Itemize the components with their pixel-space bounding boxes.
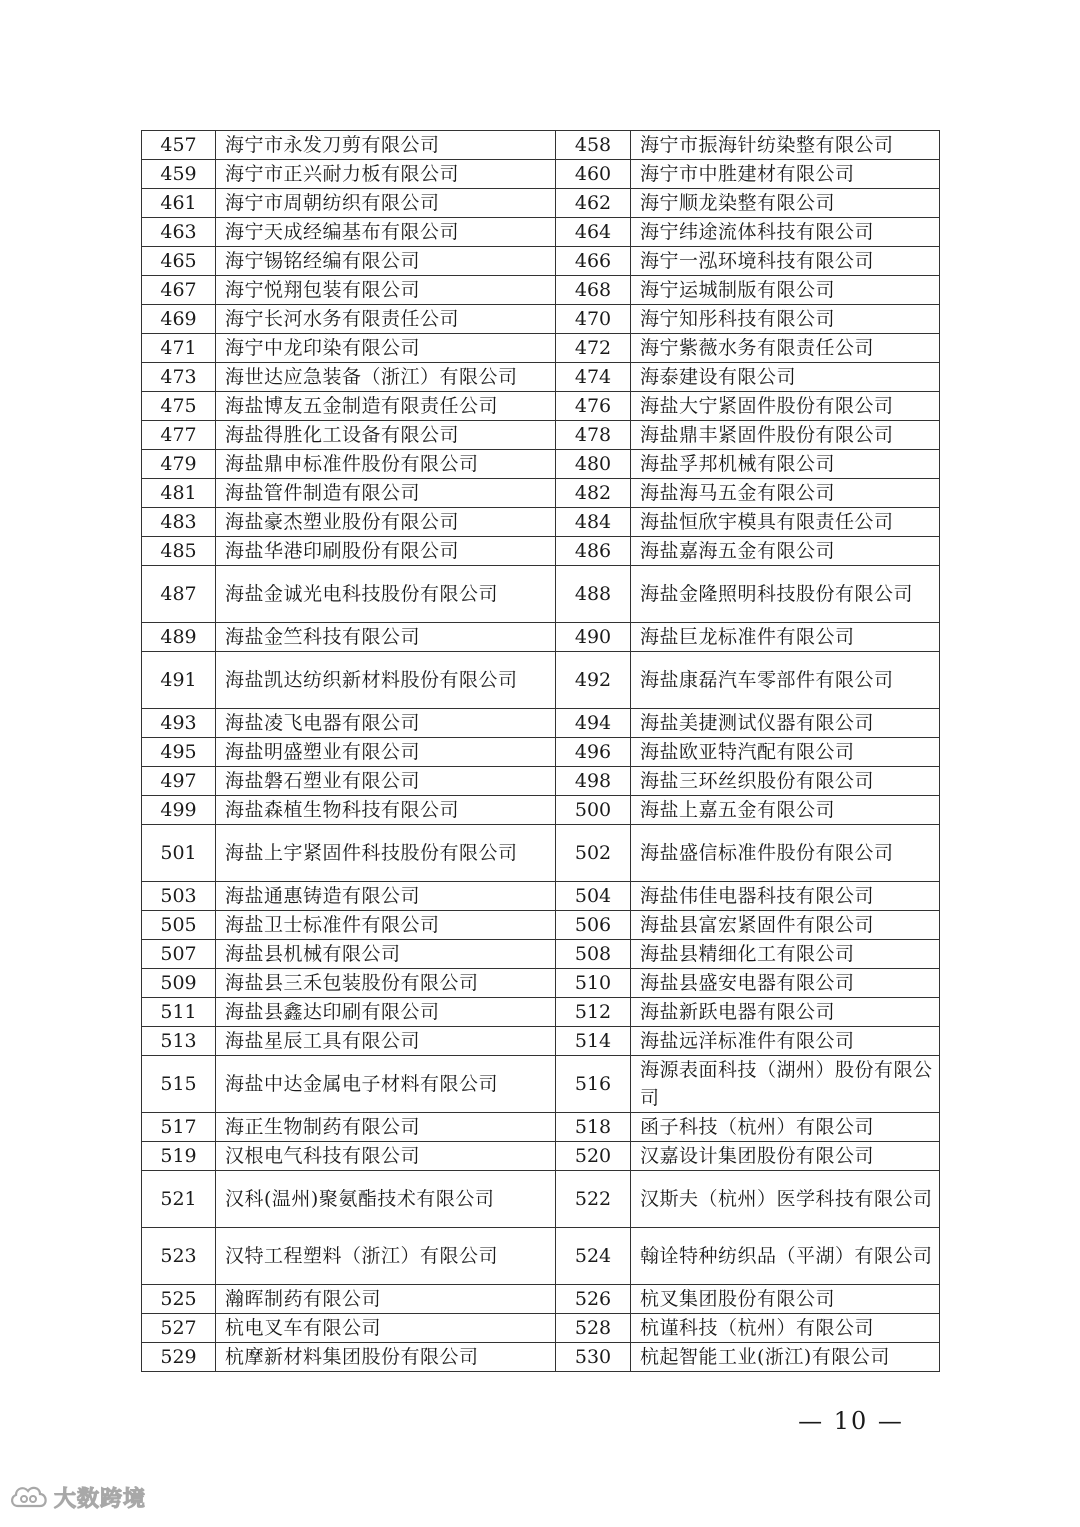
company-name: 海盐县机械有限公司 — [216, 940, 556, 969]
row-number: 512 — [556, 998, 631, 1027]
row-number: 472 — [556, 334, 631, 363]
row-number: 514 — [556, 1027, 631, 1056]
row-number: 497 — [142, 767, 216, 796]
company-name: 杭叉集团股份有限公司 — [631, 1285, 940, 1314]
table-row — [142, 1285, 940, 1314]
company-name: 函子科技（杭州）有限公司 — [631, 1113, 940, 1142]
company-name: 海盐森植生物科技有限公司 — [216, 796, 556, 825]
company-name: 海盐伟佳电器科技有限公司 — [631, 882, 940, 911]
company-name: 海宁纬途流体科技有限公司 — [631, 218, 940, 247]
row-number: 457 — [142, 131, 216, 160]
row-number: 484 — [556, 508, 631, 537]
row-number: 459 — [142, 160, 216, 189]
company-name: 海盐明盛塑业有限公司 — [216, 738, 556, 767]
table-row — [142, 1113, 940, 1142]
company-name: 海宁市中胜建材有限公司 — [631, 160, 940, 189]
row-number: 474 — [556, 363, 631, 392]
company-name: 海宁市正兴耐力板有限公司 — [216, 160, 556, 189]
row-number: 473 — [142, 363, 216, 392]
row-number: 483 — [142, 508, 216, 537]
company-name: 海盐嘉海五金有限公司 — [631, 537, 940, 566]
table-row — [142, 363, 940, 392]
company-name: 杭摩新材料集团股份有限公司 — [216, 1343, 556, 1372]
company-name: 海世达应急装备（浙江）有限公司 — [216, 363, 556, 392]
row-number: 500 — [556, 796, 631, 825]
company-name: 海宁长河水务有限责任公司 — [216, 305, 556, 334]
row-number: 503 — [142, 882, 216, 911]
table-row — [142, 305, 940, 334]
company-name: 海盐华港印刷股份有限公司 — [216, 537, 556, 566]
row-number: 516 — [556, 1056, 631, 1113]
company-name: 海盐卫士标准件有限公司 — [216, 911, 556, 940]
company-name: 海盐管件制造有限公司 — [216, 479, 556, 508]
row-number: 513 — [142, 1027, 216, 1056]
table-row — [142, 825, 940, 882]
company-name: 海盐县三禾包装股份有限公司 — [216, 969, 556, 998]
row-number: 509 — [142, 969, 216, 998]
table-body — [142, 131, 940, 1372]
row-number: 529 — [142, 1343, 216, 1372]
row-number: 530 — [556, 1343, 631, 1372]
company-name: 海宁运城制版有限公司 — [631, 276, 940, 305]
company-name: 翰诠特种纺织品（平湖）有限公司 — [631, 1228, 940, 1285]
company-name: 海盐凌飞电器有限公司 — [216, 709, 556, 738]
company-name: 海盐星辰工具有限公司 — [216, 1027, 556, 1056]
company-name: 杭起智能工业(浙江)有限公司 — [631, 1343, 940, 1372]
table-row — [142, 709, 940, 738]
row-number: 482 — [556, 479, 631, 508]
row-number: 478 — [556, 421, 631, 450]
watermark — [8, 1477, 146, 1517]
company-name: 汉根电气科技有限公司 — [216, 1142, 556, 1171]
table-row — [142, 969, 940, 998]
company-name: 海盐金竺科技有限公司 — [216, 623, 556, 652]
company-name: 海宁紫薇水务有限责任公司 — [631, 334, 940, 363]
row-number: 527 — [142, 1314, 216, 1343]
company-name: 汉嘉设计集团股份有限公司 — [631, 1142, 940, 1171]
row-number: 520 — [556, 1142, 631, 1171]
row-number: 504 — [556, 882, 631, 911]
cloud-logo-icon — [8, 1482, 50, 1512]
table-row — [142, 537, 940, 566]
table-row — [142, 1142, 940, 1171]
row-number: 470 — [556, 305, 631, 334]
company-name: 海盐大宁紧固件股份有限公司 — [631, 392, 940, 421]
row-number: 460 — [556, 160, 631, 189]
company-name: 汉特工程塑料（浙江）有限公司 — [216, 1228, 556, 1285]
row-number: 494 — [556, 709, 631, 738]
company-name: 海宁市周朝纺织有限公司 — [216, 189, 556, 218]
row-number: 487 — [142, 566, 216, 623]
table-row — [142, 1228, 940, 1285]
table-row — [142, 998, 940, 1027]
table-row — [142, 450, 940, 479]
row-number: 480 — [556, 450, 631, 479]
company-name: 海宁知彤科技有限公司 — [631, 305, 940, 334]
company-name: 海盐金诚光电科技股份有限公司 — [216, 566, 556, 623]
row-number: 508 — [556, 940, 631, 969]
company-name: 海源表面科技（湖州）股份有限公司 — [631, 1056, 940, 1113]
row-number: 467 — [142, 276, 216, 305]
company-name: 海盐县富宏紧固件有限公司 — [631, 911, 940, 940]
row-number: 522 — [556, 1171, 631, 1228]
company-name: 海盐金隆照明科技股份有限公司 — [631, 566, 940, 623]
row-number: 524 — [556, 1228, 631, 1285]
table-row — [142, 796, 940, 825]
row-number: 505 — [142, 911, 216, 940]
table-row — [142, 1027, 940, 1056]
row-number: 519 — [142, 1142, 216, 1171]
table-row — [142, 276, 940, 305]
row-number: 464 — [556, 218, 631, 247]
table-row — [142, 131, 940, 160]
table-row — [142, 1314, 940, 1343]
table-row — [142, 882, 940, 911]
row-number: 492 — [556, 652, 631, 709]
company-name: 海盐美捷测试仪器有限公司 — [631, 709, 940, 738]
company-name: 海宁天成经编基布有限公司 — [216, 218, 556, 247]
row-number: 465 — [142, 247, 216, 276]
table-row — [142, 623, 940, 652]
row-number: 477 — [142, 421, 216, 450]
row-number: 461 — [142, 189, 216, 218]
company-name: 海盐三环丝织股份有限公司 — [631, 767, 940, 796]
company-name: 海盐县鑫达印刷有限公司 — [216, 998, 556, 1027]
table-row — [142, 1056, 940, 1113]
company-name: 海盐县盛安电器有限公司 — [631, 969, 940, 998]
table-row — [142, 479, 940, 508]
row-number: 463 — [142, 218, 216, 247]
table-row — [142, 247, 940, 276]
row-number: 466 — [556, 247, 631, 276]
row-number: 523 — [142, 1228, 216, 1285]
row-number: 490 — [556, 623, 631, 652]
company-name: 海盐磐石塑业有限公司 — [216, 767, 556, 796]
company-name: 海盐新跃电器有限公司 — [631, 998, 940, 1027]
company-name: 海盐鼎申标准件股份有限公司 — [216, 450, 556, 479]
row-number: 495 — [142, 738, 216, 767]
company-name: 海盐鼎丰紧固件股份有限公司 — [631, 421, 940, 450]
row-number: 498 — [556, 767, 631, 796]
table-row — [142, 421, 940, 450]
company-name: 海宁市永发刀剪有限公司 — [216, 131, 556, 160]
table-row — [142, 1171, 940, 1228]
row-number: 528 — [556, 1314, 631, 1343]
row-number: 486 — [556, 537, 631, 566]
row-number: 499 — [142, 796, 216, 825]
company-name: 海盐得胜化工设备有限公司 — [216, 421, 556, 450]
company-name: 海盐孚邦机械有限公司 — [631, 450, 940, 479]
company-name: 海泰建设有限公司 — [631, 363, 940, 392]
table-row — [142, 767, 940, 796]
row-number: 479 — [142, 450, 216, 479]
table-row — [142, 1343, 940, 1372]
table-row — [142, 508, 940, 537]
table-row — [142, 940, 940, 969]
row-number: 469 — [142, 305, 216, 334]
table-row — [142, 392, 940, 421]
company-name: 海盐恒欣宇模具有限责任公司 — [631, 508, 940, 537]
company-name: 海盐豪杰塑业股份有限公司 — [216, 508, 556, 537]
company-name: 海宁中龙印染有限公司 — [216, 334, 556, 363]
row-number: 485 — [142, 537, 216, 566]
company-name: 海宁市振海针纺染整有限公司 — [631, 131, 940, 160]
row-number: 502 — [556, 825, 631, 882]
company-name: 海盐博友五金制造有限责任公司 — [216, 392, 556, 421]
row-number: 526 — [556, 1285, 631, 1314]
company-name: 海盐盛信标准件股份有限公司 — [631, 825, 940, 882]
table-row — [142, 652, 940, 709]
row-number: 510 — [556, 969, 631, 998]
company-name: 海盐通惠铸造有限公司 — [216, 882, 556, 911]
row-number: 511 — [142, 998, 216, 1027]
company-name: 汉科(温州)聚氨酯技术有限公司 — [216, 1171, 556, 1228]
company-list-table — [141, 130, 940, 1372]
row-number: 489 — [142, 623, 216, 652]
company-name: 瀚晖制药有限公司 — [216, 1285, 556, 1314]
company-name: 海盐欧亚特汽配有限公司 — [631, 738, 940, 767]
table-row — [142, 911, 940, 940]
row-number: 493 — [142, 709, 216, 738]
company-name: 海盐凯达纺织新材料股份有限公司 — [216, 652, 556, 709]
row-number: 515 — [142, 1056, 216, 1113]
row-number: 506 — [556, 911, 631, 940]
table-row — [142, 189, 940, 218]
company-name: 汉斯夫（杭州）医学科技有限公司 — [631, 1171, 940, 1228]
company-name: 海盐远洋标准件有限公司 — [631, 1027, 940, 1056]
page-number: — 10 — — [798, 1407, 904, 1435]
company-name: 海盐康磊汽车零部件有限公司 — [631, 652, 940, 709]
table-row — [142, 738, 940, 767]
company-name: 海盐中达金属电子材料有限公司 — [216, 1056, 556, 1113]
company-name: 海盐上嘉五金有限公司 — [631, 796, 940, 825]
row-number: 517 — [142, 1113, 216, 1142]
row-number: 476 — [556, 392, 631, 421]
company-name: 海宁一泓环境科技有限公司 — [631, 247, 940, 276]
row-number: 462 — [556, 189, 631, 218]
row-number: 501 — [142, 825, 216, 882]
table-row — [142, 160, 940, 189]
table-row — [142, 334, 940, 363]
row-number: 496 — [556, 738, 631, 767]
table-row — [142, 218, 940, 247]
row-number: 468 — [556, 276, 631, 305]
row-number: 481 — [142, 479, 216, 508]
row-number: 525 — [142, 1285, 216, 1314]
row-number: 518 — [556, 1113, 631, 1142]
row-number: 471 — [142, 334, 216, 363]
company-name: 海盐县精细化工有限公司 — [631, 940, 940, 969]
table-row — [142, 566, 940, 623]
company-name: 海盐巨龙标准件有限公司 — [631, 623, 940, 652]
company-name: 海盐上宇紧固件科技股份有限公司 — [216, 825, 556, 882]
row-number: 491 — [142, 652, 216, 709]
company-name: 海宁悦翔包装有限公司 — [216, 276, 556, 305]
row-number: 458 — [556, 131, 631, 160]
watermark-text: 大数跨境 — [54, 1486, 147, 1512]
row-number: 488 — [556, 566, 631, 623]
row-number: 475 — [142, 392, 216, 421]
company-name: 海宁顺龙染整有限公司 — [631, 189, 940, 218]
company-name: 杭谨科技（杭州）有限公司 — [631, 1314, 940, 1343]
row-number: 507 — [142, 940, 216, 969]
company-name: 海盐海马五金有限公司 — [631, 479, 940, 508]
company-name: 杭电叉车有限公司 — [216, 1314, 556, 1343]
company-name: 海正生物制药有限公司 — [216, 1113, 556, 1142]
company-name: 海宁锡铭经编有限公司 — [216, 247, 556, 276]
row-number: 521 — [142, 1171, 216, 1228]
